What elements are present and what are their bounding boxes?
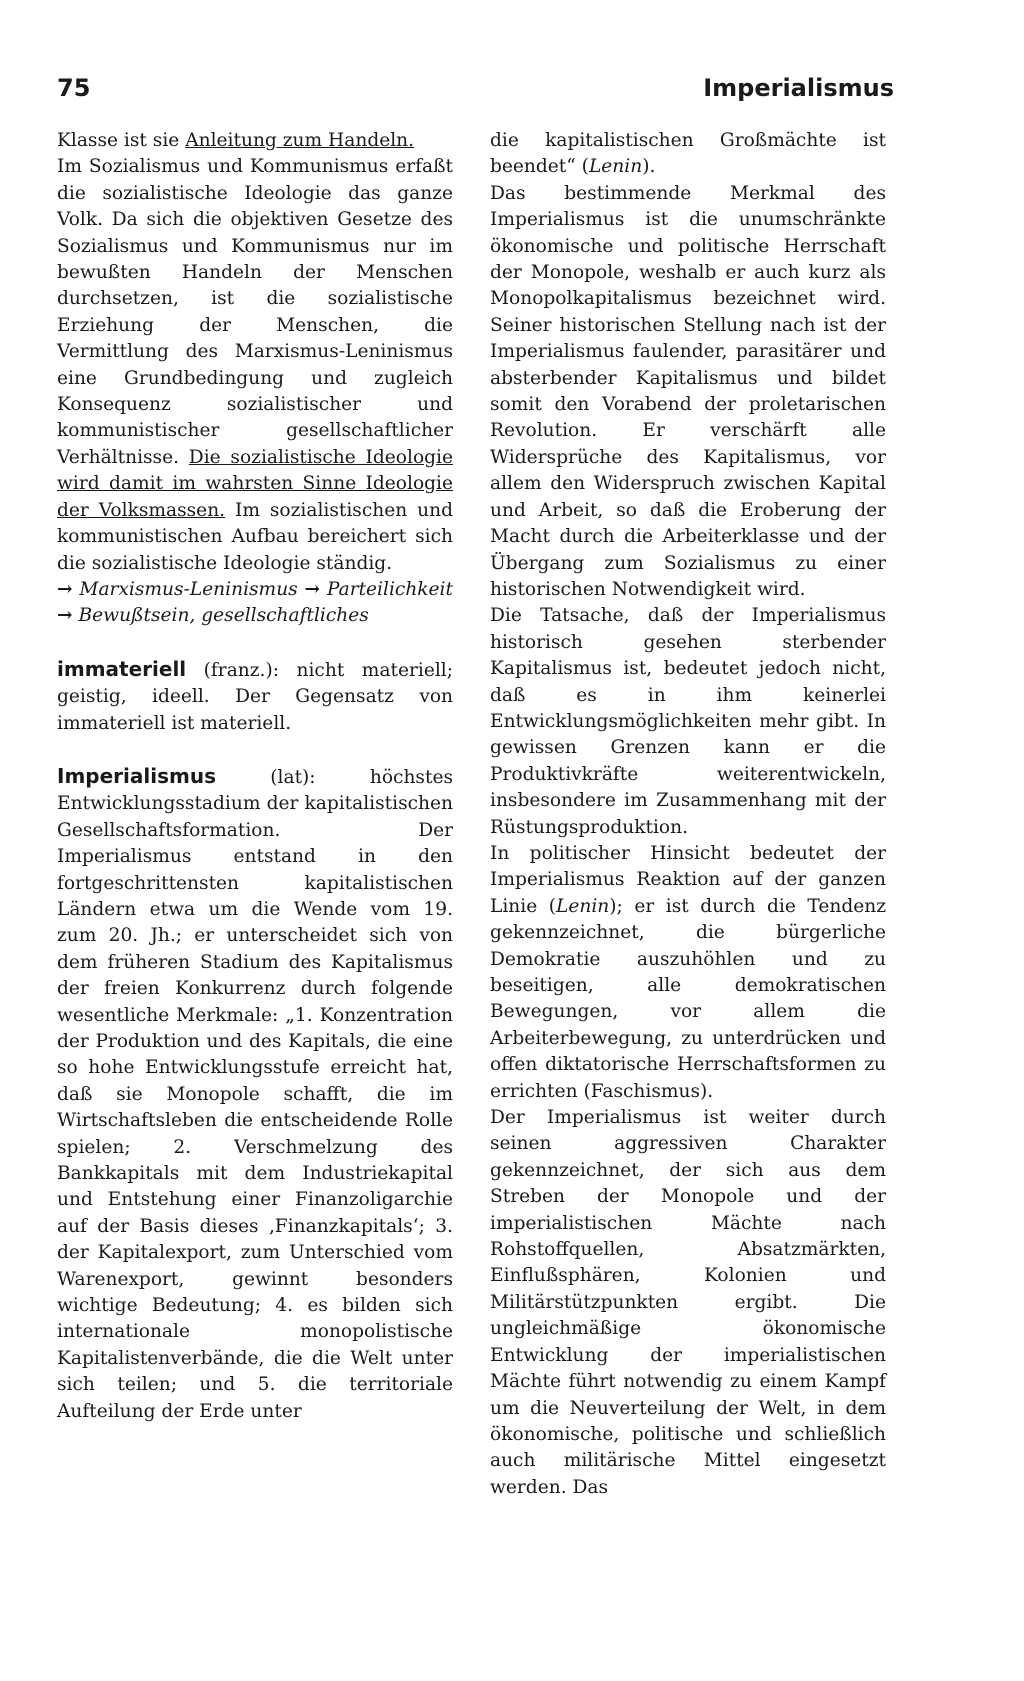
arrow-icon: → (57, 578, 73, 600)
paragraph-politisch (490, 841, 886, 1105)
socialism-text-end: Im sozialistischen und kommunistischen Aufbau bereichert sich die sozialistische Ideologie ständig. (57, 499, 453, 574)
quote-text: die kapitalistischen Großmächte ist beendet“ ( (490, 130, 886, 178)
running-head: Imperialismus (703, 74, 894, 102)
politisch-text-end: ); er ist durch die Tendenz gekennzeichnet, die bürgerliche Demokratie auszuhöhlen und zu beseitigen, alle demokratischen Bewegungen, vor allem die Arbeiterbewegung, zu unterdrücken und offen diktatorische Herrschaftsformen zu errichten (Faschismus). (490, 895, 887, 1102)
arrow-icon: → (57, 605, 73, 627)
headword-immateriell: immateriell (57, 656, 187, 681)
politisch-text: In politischer Hinsicht bedeutet der Imperialismus Reaktion auf der ganzen Linie ( (490, 842, 886, 917)
entry-gap (57, 737, 453, 763)
xref-parteilichkeit: Parteilichkeit (326, 578, 453, 600)
quote-end: ). (642, 156, 656, 178)
author-lenin: Lenin (588, 156, 643, 178)
entry-gap (57, 630, 453, 656)
paragraph-aggressiv: Der Imperialismus ist weiter durch seinen aggressiven Charakter gekennzeichnet, der sich aus dem Streben der Monopole und der imperialistischen Mächte nach Rohstoffquellen, Absatzmärkten, Einflußsphären, Kolonien und Militärstützpunkten ergibt. Die ungleichmäßige ökonomische Entwicklung der imperialistischen Mächte führt notwendig zu einem Kampf um die Neuverteilung der Welt, in dem ökonomische, politische und schließlich auch militärische Mittel eingesetzt werden. Das (490, 1107, 886, 1498)
headword-imperialismus: Imperialismus (57, 763, 216, 788)
xref-bewusstsein: Bewußtsein, gesellschaftliches (78, 605, 369, 627)
right-column (490, 128, 886, 1501)
definition-imperialismus: (lat): höchstes Entwicklungsstadium der kapitalistischen Gesellschaftsformation. Der Imperialismus entstand in den fortgeschrittensten kapitalistischen Ländern etwa um die Wende vom 19. zum 20. Jh.; er unterscheidet sich von dem früheren Stadium des Kapitalismus der freien Konkurrenz durch folgende wesentliche Merkmale: „1. Konzentration der Produktion und des Kapitals, die eine so hohe Entwicklungsstufe erreicht hat, daß sie Monopole schafft, die im Wirtschaftsleben die entscheidende Rolle spielen; 2. Verschmelzung des Bankkapitals mit dem Industriekapital und Entstehung einer Finanzoligarchie auf der Basis dieses ‚Finanzkapitals‘; 3. der Kapitalexport, zum Unterschied vom Warenexport, gewinnt besonders wichtige Bedeutung; 4. es bilden sich internationale monopolistische Kapitalistenverbände, die die Welt unter sich teilen; und 5. die territoriale Aufteilung der Erde unter (57, 766, 453, 1422)
underlined-sentence: Die sozialistische Ideologie wird damit im wahrsten Sinne Ideologie der Volksmassen. (57, 446, 453, 521)
author-lenin: Lenin (556, 895, 610, 917)
cross-references (57, 577, 453, 630)
left-column (57, 128, 453, 1425)
paragraph-merkmal: Das bestimmende Merkmal des Imperialismus ist die unumschränkte ökonomische und politische Herrschaft der Monopole, weshalb er auch kurz als Monopolkapitalismus bezeichnet wird. Seiner historischen Stellung nach ist der Imperialismus faulender, parasitärer und absterbender Kapitalismus und bildet somit den Vorabend der proletarischen Revolution. Er verschärft alle Widersprüche des Kapitalismus, vor allem den Widerspruch zwischen Kapital und Arbeit, so daß die Eroberung der Macht durch die Arbeiterklasse und der Übergang zum Sozialismus zu einer historischen Notwendigkeit wird. (490, 182, 886, 600)
socialism-text: Im Sozialismus und Kommunismus erfaßt die sozialistische Ideologie das ganze Volk. Da sich die objektiven Gesetze des Sozialismus und Kommunismus nur im bewußten Handeln der Menschen durchsetzen, ist die sozialistische Erziehung der Menschen, die Vermittlung des Marxismus-Leninismus eine Grundbedingung und zugleich Konsequenz sozialistischer und kommunistischer gesellschaftlicher Verhältnisse. (57, 156, 453, 468)
paragraph-tatsache: Die Tatsache, daß der Imperialismus historisch gesehen sterbender Kapitalismus ist, bedeutet jedoch nicht, daß es in ihm keinerlei Entwicklungsmöglichkeiten mehr gibt. In gewissen Grenzen kann er die Produktivkräfte weiterentwickeln, insbesondere im Zusammenhang mit der Rüstungsproduktion. (490, 605, 886, 838)
page-number: 75 (57, 74, 91, 102)
arrow-icon: → (304, 578, 321, 600)
page-header (57, 74, 894, 102)
entry-imperialismus (57, 763, 453, 1425)
continued-quote (490, 128, 886, 181)
underlined-phrase: Anleitung zum Handeln. (185, 130, 415, 151)
xref-marxismus: Marxismus-Leninismus (79, 578, 298, 600)
continued-text: Klasse ist sie (57, 130, 186, 151)
entry-immateriell (57, 656, 453, 737)
definition-immateriell: (franz.): nicht materiell; geistig, ideell. Der Gegensatz von immateriell ist materiell. (57, 659, 453, 734)
continued-paragraph (57, 128, 453, 154)
socialism-paragraph (57, 154, 453, 577)
